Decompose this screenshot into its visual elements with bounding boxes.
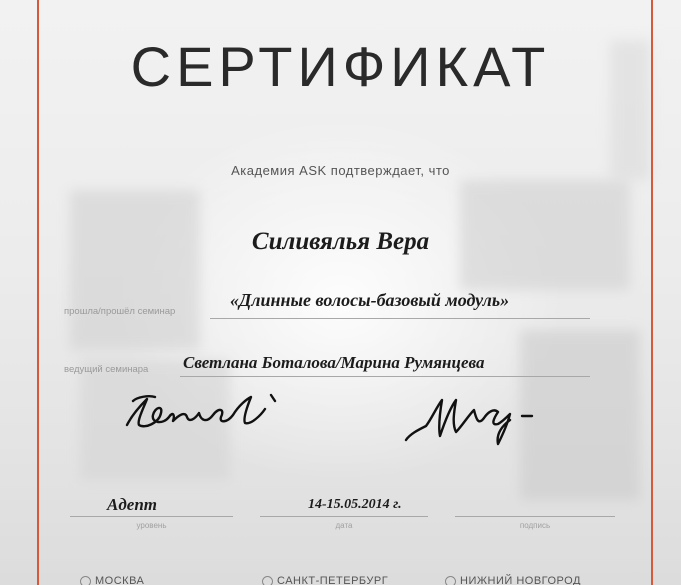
signature-2	[398, 388, 558, 450]
seminar-value: «Длинные волосы-базовый модуль»	[230, 290, 510, 310]
instructor-value: Светлана Боталова/Марина Румянцева	[183, 353, 485, 372]
date-value: 14-15.05.2014 г.	[308, 497, 402, 512]
recipient-name: Силивялья Вера	[251, 228, 430, 255]
instructor-underline	[180, 376, 590, 377]
signature-1	[115, 385, 295, 445]
city-nn	[445, 575, 581, 585]
circle-icon	[80, 576, 91, 585]
city-moscow	[80, 575, 144, 585]
date-label: дата	[335, 521, 353, 530]
city-label: САНКТ-ПЕТЕРБУРГ	[277, 575, 389, 585]
certificate-subtitle: Академия ASK подтверждает, что	[231, 163, 450, 178]
date-underline	[260, 516, 428, 517]
seminar-label: прошла/прошёл семинар	[64, 306, 176, 317]
circle-icon	[445, 576, 456, 585]
level-value: Адепт	[107, 495, 157, 514]
seminar-underline	[210, 318, 590, 319]
circle-icon	[262, 576, 273, 585]
level-label: уровень	[136, 521, 167, 530]
certificate-title: СЕРТИФИКАТ	[130, 35, 551, 98]
city-spb	[262, 575, 388, 585]
city-label: НИЖНИЙ НОВГОРОД	[460, 575, 581, 585]
city-label: МОСКВА	[95, 575, 145, 585]
signature-label: подпись	[519, 521, 551, 530]
signature-underline	[455, 516, 615, 517]
instructor-label: ведущий семинара	[64, 364, 149, 375]
level-underline	[70, 516, 233, 517]
